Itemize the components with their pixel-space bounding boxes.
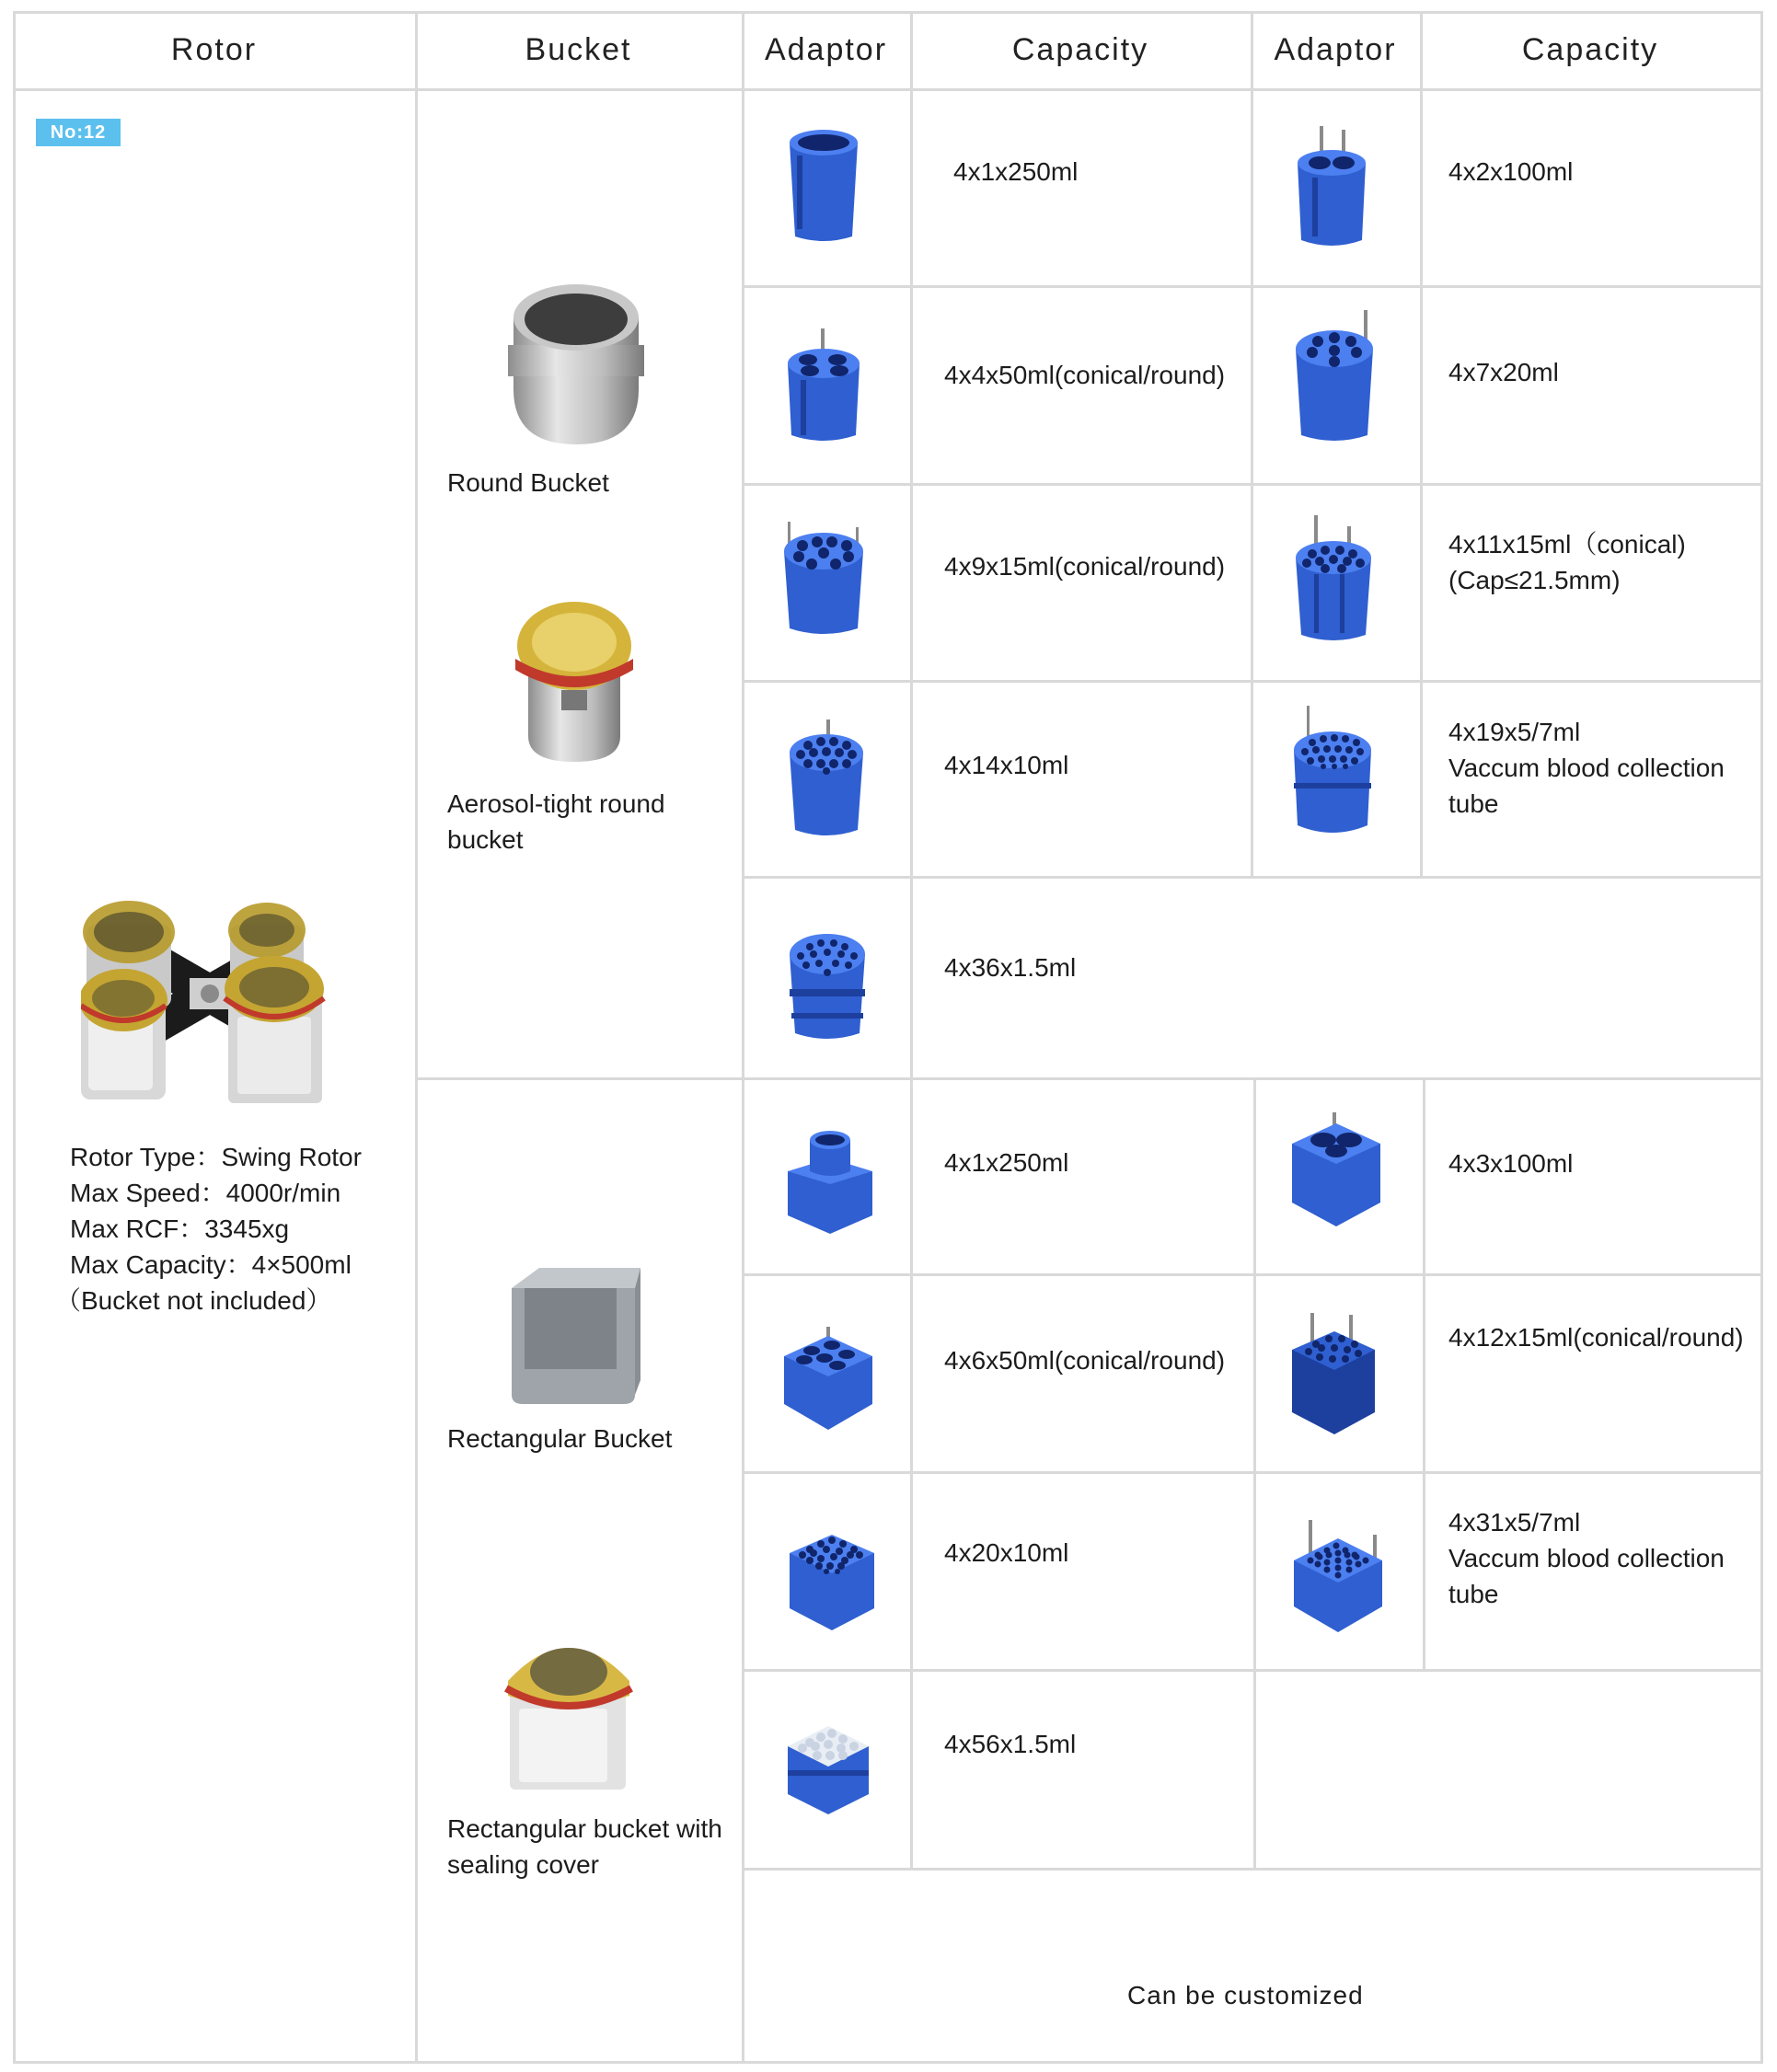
sealed-bucket-label-line2: sealing cover <box>447 1850 599 1879</box>
row-divider <box>742 1273 1763 1276</box>
adaptor-rect-31x5-7ml-icon <box>1290 1518 1386 1632</box>
adaptor-2x100ml-icon <box>1292 122 1371 251</box>
adaptor-7x20ml-icon <box>1292 308 1377 446</box>
capacity-value: 4x9x15ml(conical/round) <box>944 552 1226 581</box>
capacity-value: 4x4x50ml(conical/round) <box>944 361 1226 389</box>
capacity-value: Vaccum blood collection <box>1448 1544 1725 1572</box>
adaptor-rect-6x50ml-icon <box>780 1325 876 1430</box>
sealed-rectangular-bucket-icon <box>501 1624 637 1793</box>
model-badge: No:12 <box>36 119 121 146</box>
header-divider <box>13 88 1763 91</box>
capacity-value: 4x12x15ml(conical/round) <box>1448 1323 1744 1352</box>
col-divider-bucket <box>742 11 744 2063</box>
capacity-value: 4x20x10ml <box>944 1538 1069 1567</box>
col-divider-adaptor2-top <box>1420 11 1423 878</box>
capacity-value: 4x3x100ml <box>1448 1149 1574 1178</box>
row-divider <box>742 1868 1763 1871</box>
row-divider <box>742 680 1763 683</box>
capacity-value: 4x56x1.5ml <box>944 1730 1077 1758</box>
col-divider-adaptor2-bottom <box>1423 1077 1425 1671</box>
table-border-bottom <box>13 2061 1763 2064</box>
capacity-value: 4x31x5/7ml <box>1448 1508 1581 1537</box>
row-divider <box>742 1471 1763 1474</box>
capacity-value: 4x19x5/7ml <box>1448 718 1581 746</box>
round-bucket-icon <box>508 281 644 448</box>
adaptor-11x15ml-icon <box>1292 513 1375 646</box>
adaptor-1x250ml-icon <box>784 124 863 246</box>
adaptor-rect-12x15ml-icon <box>1288 1311 1379 1434</box>
customization-note: Can be customized <box>1127 1981 1364 2009</box>
header-bucket: Bucket <box>525 31 632 67</box>
table-border-left <box>13 11 16 2063</box>
rotor-spec-note: （Bucket not included） <box>55 1286 332 1315</box>
sealed-bucket-label-line1: Rectangular bucket with <box>447 1814 722 1843</box>
adaptor-rect-56x1.5ml-icon <box>782 1719 874 1814</box>
row-divider <box>742 1669 1763 1672</box>
adaptor-rect-1x250ml-icon <box>784 1127 876 1234</box>
adaptor-4x50ml-icon <box>784 327 863 446</box>
row-divider <box>742 483 1763 486</box>
bucket-group-divider <box>415 1077 1763 1080</box>
capacity-value: 4x14x10ml <box>944 751 1069 779</box>
capacity-value: 4x1x250ml <box>944 1148 1069 1177</box>
swing-rotor-icon <box>81 897 339 1118</box>
capacity-value: Vaccum blood collection <box>1448 754 1725 782</box>
aerosol-bucket-label-line1: Aerosol-tight round <box>447 789 665 818</box>
rotor-spec-rcf: Max RCF：3345xg <box>70 1214 290 1243</box>
header-adaptor: Adaptor <box>1274 31 1397 67</box>
table-border-right <box>1760 11 1763 2063</box>
rotor-spec-type: Rotor Type：Swing Rotor <box>70 1143 362 1171</box>
capacity-value: 4x6x50ml(conical/round) <box>944 1346 1226 1375</box>
capacity-value: 4x7x20ml <box>1448 358 1559 386</box>
header-rotor: Rotor <box>170 31 258 67</box>
col-divider-adaptor1 <box>910 11 913 1870</box>
col-divider-rotor <box>415 11 418 2063</box>
adaptor-14x10ml-icon <box>786 718 867 841</box>
capacity-value: 4x1x250ml <box>953 157 1079 186</box>
header-capacity: Capacity <box>1521 31 1659 67</box>
capacity-value: 4x36x1.5ml <box>944 953 1077 982</box>
row-divider <box>742 876 1763 879</box>
capacity-value: tube <box>1448 1580 1499 1608</box>
header-adaptor: Adaptor <box>764 31 888 67</box>
header-capacity: Capacity <box>1011 31 1149 67</box>
adaptor-rect-3x100ml-icon <box>1288 1111 1384 1226</box>
rotor-spec-speed: Max Speed：4000r/min <box>70 1179 341 1207</box>
row-divider <box>742 285 1763 288</box>
capacity-value: 4x2x100ml <box>1448 157 1574 186</box>
adaptor-9x15ml-icon <box>780 520 867 639</box>
capacity-value: 4x11x15ml（conical) <box>1448 530 1686 558</box>
rotor-spec-capacity: Max Capacity：4×500ml <box>70 1250 352 1279</box>
capacity-value: tube <box>1448 789 1499 818</box>
capacity-value: (Cap≤21.5mm) <box>1448 566 1621 594</box>
adaptor-19x5-7ml-icon <box>1288 704 1377 840</box>
round-bucket-label: Round Bucket <box>447 468 609 497</box>
aerosol-bucket-label-line2: bucket <box>447 825 524 854</box>
aerosol-tight-bucket-icon <box>512 598 637 765</box>
adaptor-36x1.5ml-icon <box>786 925 869 1044</box>
rectangular-bucket-icon <box>506 1260 640 1408</box>
col-divider-capacity1-top <box>1251 11 1253 878</box>
rectangular-bucket-label: Rectangular Bucket <box>447 1424 673 1453</box>
adaptor-rect-20x10ml-icon <box>786 1527 878 1630</box>
